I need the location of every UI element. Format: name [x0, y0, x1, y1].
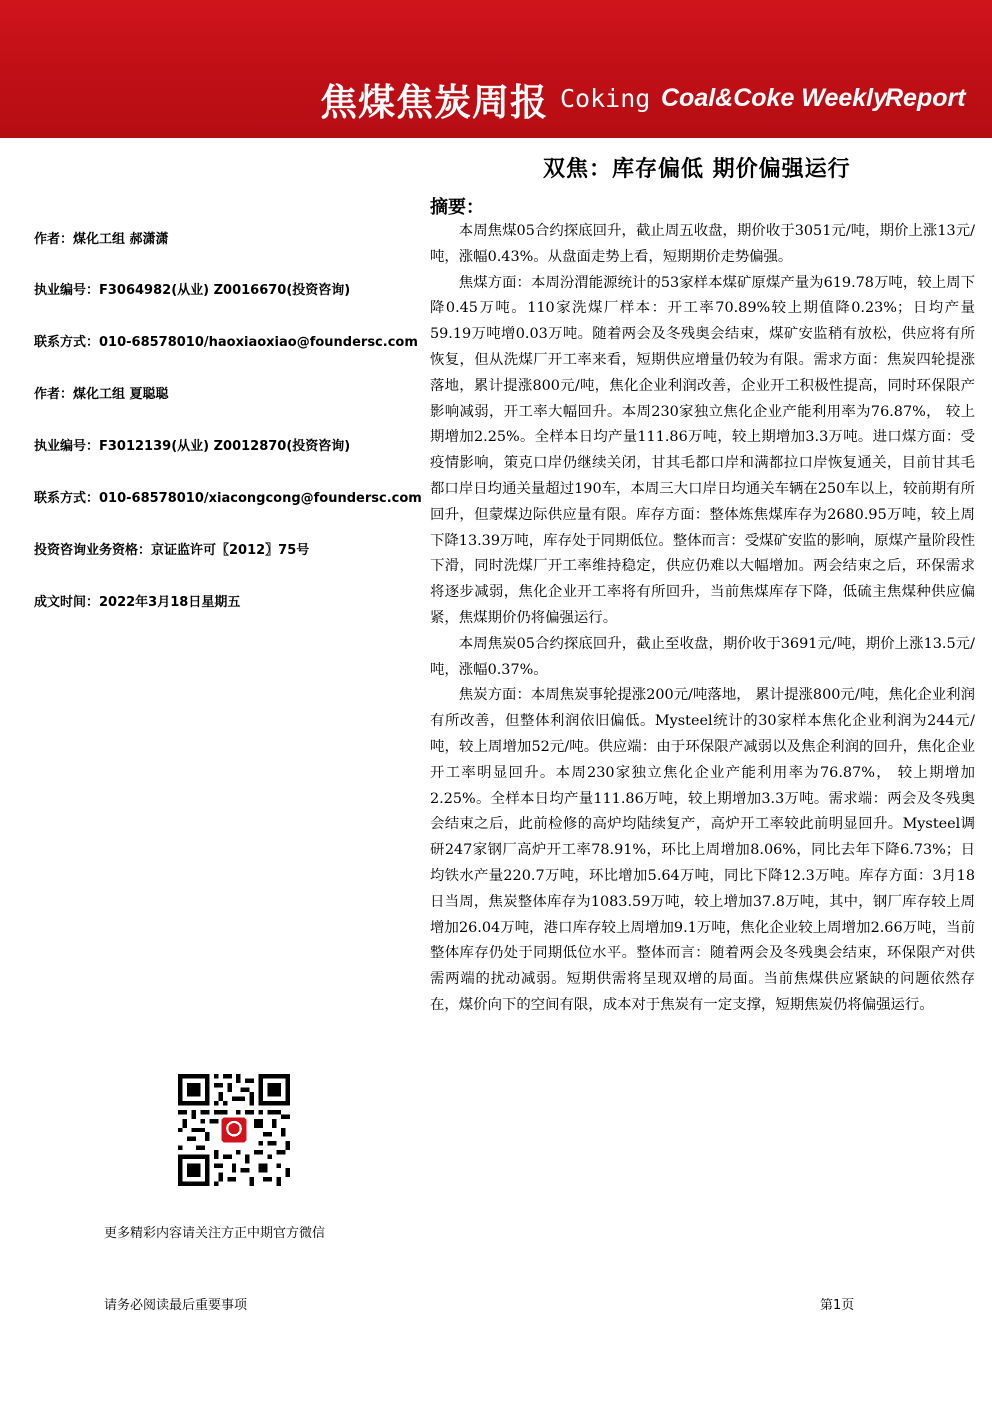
page-number: 第1页	[820, 1298, 855, 1313]
license-number-2: 执业编号：F3012139(从业) Z0012870(投资咨询)	[34, 439, 351, 454]
author-1: 作者：煤化工组 郝潇潇	[34, 232, 169, 247]
header-banner	[0, 0, 992, 138]
report-title-cn: 焦煤焦炭周报	[320, 80, 548, 124]
qr-code-icon	[178, 1074, 290, 1186]
summary-paragraph-2: 焦煤方面：本周汾渭能源统计的53家样本煤矿原煤产量为619.78万吨，较上周下降0.45万吨。110家洗煤厂样本：开工率70.89%较上期值降0.23%；日均产量59.19万吨增0.03万吨。随着两会及冬残奥会结束，煤矿安监稍有放松，供应将有所恢复，但从洗煤厂开工率来看，短期供应增量仍较为有限。需求方面：焦炭四轮提涨落地，累计提涨800元/吨，焦化企业利润改善，企业开工积极性提高，同时环保限产影响减弱，开工率大幅回升。本周230家独立焦化企业产能利用率为76.87%， 较上期增加2.25%。全样本日均产量111.86万吨，较上期增加3.3万吨。进口煤方面：受疫情影响，策克口岸仍继续关闭，甘其毛都口岸和满都拉口岸恢复通关，目前甘其毛都口岸日均通关量超过190车，本周三大口岸日均通关车辆在250车以上，较前期有所回升，但蒙煤边际供应量有限。库存方面：整体炼焦煤库存为2680.95万吨，较上周下降13.39万吨，库存处于同期低位。整体而言：受煤矿安监的影响，原煤产量阶段性下滑，同时洗煤厂开工率维持稳定，供应仍难以大幅增加。两会结束之后，环保需求将逐步减弱，焦化企业开工率将有所回升，当前焦煤库存下降，低硫主焦煤种供应偏紧，焦煤期价仍将偏强运行。	[430, 274, 975, 626]
report-title-en-weekly: Coal&Coke Weekly	[661, 84, 888, 112]
summary-label: 摘要：	[430, 197, 484, 218]
report-headline: 双焦：库存偏低 期价偏强运行	[543, 157, 851, 182]
contact-2: 联系方式：010-68578010/xiacongcong@foundersc.com	[34, 491, 422, 506]
contact-1: 联系方式：010-68578010/haoxiaoxiao@foundersc.com	[34, 335, 418, 350]
summary-body	[430, 219, 975, 1019]
report-title-en-report: Report	[885, 84, 966, 112]
publish-date: 成文时间：2022年3月18日星期五	[34, 595, 241, 610]
author-2: 作者：煤化工组 夏聪聪	[34, 387, 169, 402]
summary-paragraph-3: 本周焦炭05合约探底回升，截止至收盘，期价收于3691元/吨，期价上涨13.5元/吨，涨幅0.37%。	[430, 635, 975, 678]
qr-caption: 更多精彩内容请关注方正中期官方微信	[104, 1226, 326, 1241]
summary-paragraph-1: 本周焦煤05合约探底回升，截止周五收盘，期价收于3051元/吨，期价上涨13元/吨，涨幅0.43%。从盘面走势上看，短期期价走势偏强。	[430, 223, 975, 265]
summary-paragraph-4: 焦炭方面：本周焦炭事轮提涨200元/吨落地， 累计提涨800元/吨，焦化企业利润有所改善，但整体利润依旧偏低。Mysteel统计的30家样本焦化企业利润为244元/吨，较上周增加52元/吨。供应端：由于环保限产减弱以及焦企利润的回升，焦化企业开工率明显回升。本周230家独立焦化企业产能利用率为76.87%， 较上期增加2.25%。全样本日均产量111.86万吨，较上期增加3.3万吨。需求端：两会及冬残奥会结束之后，此前检修的高炉均陆续复产，高炉开工率较此前明显回升。Mysteel调研247家钢厂高炉开工率78.91%，环比上周增加8.06%，同比去年下降6.73%；日均铁水产量220.7万吨，环比增加5.64万吨，同比下降12.3万吨。库存方面：3月18日当周，焦炭整体库存为1083.59万吨，较上增加37.8万吨，其中，钢厂库存较上周增加26.04万吨，港口库存较上周增加9.1万吨，焦化企业较上周增加2.66万吨，当前整体库存仍处于同期低位水平。整体而言：随着两会及冬残奥会结束，环保限产对供需两端的扰动减弱。短期供需将呈现双增的局面。当前焦煤供应紧缺的问题依然存在，煤价向下的空间有限，成本对于焦炭有一定支撑，短期焦炭仍将偏强运行。	[430, 687, 975, 1013]
qualification: 投资咨询业务资格：京证监许可〖2012〗75号	[34, 543, 310, 558]
license-number-1: 执业编号：F3064982(从业) Z0016670(投资咨询)	[34, 283, 351, 298]
footer-notice: 请务必阅读最后重要事项	[104, 1298, 248, 1313]
report-title-en-coking: Coking	[560, 84, 651, 113]
